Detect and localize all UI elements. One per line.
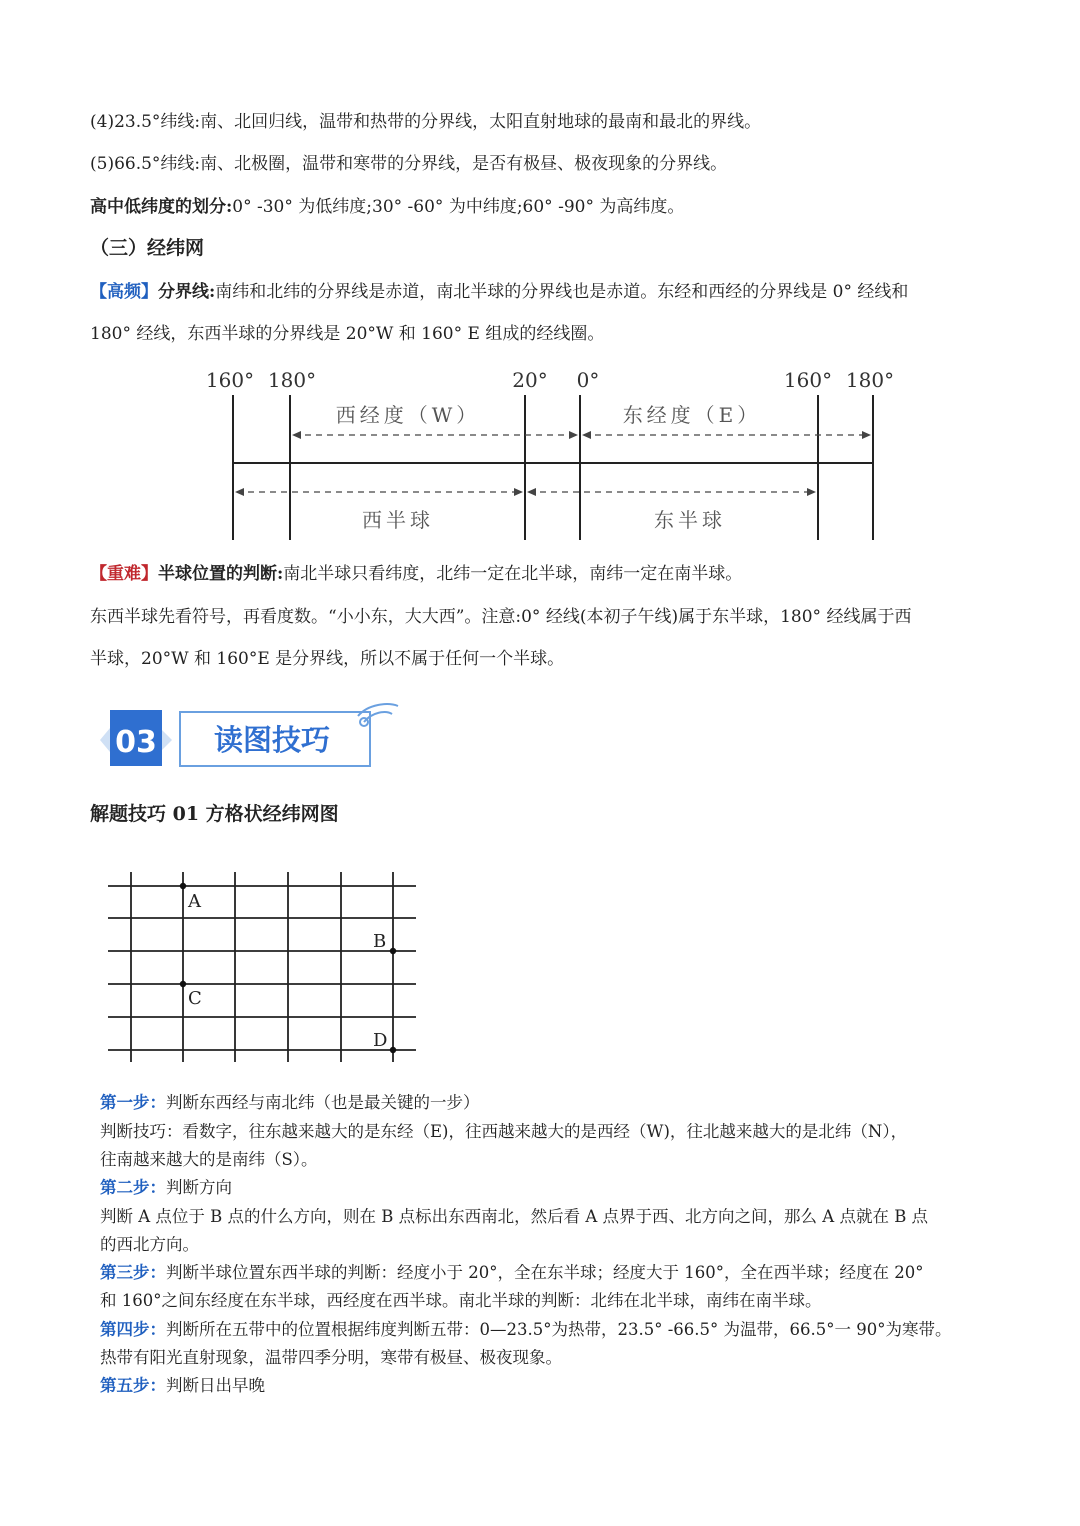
- step-2-detail-2: 的西北方向。: [100, 1235, 199, 1254]
- arrowhead: [235, 488, 244, 496]
- latitude-zones-text: 0° -30° 为低纬度;30° -60° 为中纬度;60° -90° 为高纬度。: [232, 197, 685, 217]
- label-160-right: 160°: [783, 368, 833, 392]
- label-180-left: 180°: [267, 368, 317, 392]
- grid-diagram: [104, 866, 420, 1066]
- banner-number: 03: [115, 725, 157, 760]
- step-3: [100, 1262, 923, 1284]
- zhongnan-line-3: 半球，20°W 和 160°E 是分界线，所以不属于任何一个半球。: [90, 649, 565, 669]
- arrowhead: [514, 488, 523, 496]
- arrowhead: [527, 488, 536, 496]
- arrowhead: [862, 431, 871, 439]
- latitude-zones-line: [90, 196, 684, 218]
- step-2-text: 判断方向: [166, 1178, 232, 1197]
- step-1-text: 判断东西经与南北纬（也是最关键的一步）: [166, 1093, 480, 1112]
- east-hemisphere-label: 东半球: [654, 508, 726, 532]
- label-20: 20°: [512, 368, 548, 392]
- step-2: [100, 1177, 232, 1199]
- point-b-label: B: [373, 931, 387, 952]
- gaopin-line-1: [90, 281, 908, 303]
- step-4: [100, 1319, 952, 1341]
- step-4-text: 判断所在五带中的位置根据纬度判断五带：0—23.5°为热带，23.5° -66.5° 为温带，66.5°一 90°为寒带。: [166, 1320, 952, 1339]
- step-4-label: 第四步：: [100, 1320, 166, 1339]
- step-1-detail-1: 判断技巧：看数字，往东越来越大的是东经（E)，往西越来越大的是西经（W)，往北越来越大的是北纬（N），: [100, 1122, 908, 1141]
- gaopin-line-2: 180° 经线，东西半球的分界线是 20°W 和 160° E 组成的经线圈。: [90, 324, 605, 344]
- east-longitude-label: 东经度（E）: [622, 403, 762, 427]
- point-b: [390, 948, 396, 954]
- step-1: [100, 1092, 480, 1114]
- banner-diamond-right: [162, 730, 172, 750]
- step-4-detail: 热带有阳光直射现象，温带四季分明，寒带有极昼、极夜现象。: [100, 1348, 562, 1367]
- step-3-text: 判断半球位置东西半球的判断：经度小于 20°，全在东半球；经度大于 160°，全在西半球；经度在 20°: [166, 1263, 924, 1282]
- latitude-zones-label: 高中低纬度的划分:: [90, 197, 233, 217]
- gaopin-label: 分界线:: [158, 282, 216, 302]
- arrowhead: [807, 488, 816, 496]
- step-5-text: 判断日出早晚: [166, 1376, 265, 1395]
- point-c-label: C: [188, 988, 202, 1009]
- step-2-label: 第二步：: [100, 1178, 166, 1197]
- line-23-5-latitude: (4)23.5°纬线:南、北回归线，温带和热带的分界线，太阳直射地球的最南和最北的界线。: [90, 112, 762, 132]
- section-title-graticule: （三）经纬网: [90, 237, 205, 259]
- label-180-right: 180°: [845, 368, 895, 392]
- banner-title: 读图技巧: [213, 723, 331, 757]
- west-longitude-label: 西经度（W）: [335, 403, 481, 427]
- arrowhead: [569, 431, 578, 439]
- point-c: [180, 981, 186, 987]
- point-a-label: A: [188, 891, 201, 912]
- step-1-detail-2: 往南越来越大的是南纬（S）。: [100, 1150, 318, 1169]
- point-d: [390, 1047, 396, 1053]
- tip-title: 解题技巧 01 方格状经纬网图: [90, 803, 339, 825]
- hemisphere-diagram: [180, 360, 920, 550]
- zhongnan-text-1: 南北半球只看纬度，北纬一定在北半球，南纬一定在南半球。: [283, 564, 743, 584]
- gaopin-text-1: 南纬和北纬的分界线是赤道，南北半球的分界线也是赤道。东经和西经的分界线是 0° 经线和: [215, 282, 909, 302]
- zhongnan-line-2: 东西半球先看符号，再看度数。“小小东，大大西”。注意:0° 经线(本初子午线)属于东半球，180° 经线属于西: [90, 607, 912, 627]
- zhongnan-line-1: [90, 563, 742, 585]
- section-banner: [96, 700, 406, 780]
- west-hemisphere-label: 西半球: [362, 508, 434, 532]
- label-0: 0°: [576, 368, 600, 392]
- gaopin-tag: 【高频】: [90, 282, 158, 302]
- zhongnan-tag: 【重难】: [90, 564, 158, 584]
- step-1-label: 第一步：: [100, 1093, 166, 1112]
- label-160-left: 160°: [205, 368, 255, 392]
- step-2-detail-1: 判断 A 点位于 B 点的什么方向，则在 B 点标出东西南北，然后看 A 点界于西、北方向之间，那么 A 点就在 B 点: [100, 1207, 929, 1226]
- step-5: [100, 1375, 265, 1397]
- zhongnan-label: 半球位置的判断:: [158, 564, 284, 584]
- line-66-5-latitude: (5)66.5°纬线:南、北极圈，温带和寒带的分界线，是否有极昼、极夜现象的分界线。: [90, 154, 728, 174]
- arrowhead: [292, 431, 301, 439]
- banner-diamond-left: [100, 728, 110, 752]
- step-5-label: 第五步：: [100, 1376, 166, 1395]
- point-a: [180, 883, 186, 889]
- step-3-label: 第三步：: [100, 1263, 166, 1282]
- step-3-detail: 和 160°之间东经度在东半球，西经度在西半球。南北半球的判断：北纬在北半球，南纬在南半球。: [100, 1291, 822, 1310]
- arrowhead: [582, 431, 591, 439]
- point-d-label: D: [373, 1030, 388, 1051]
